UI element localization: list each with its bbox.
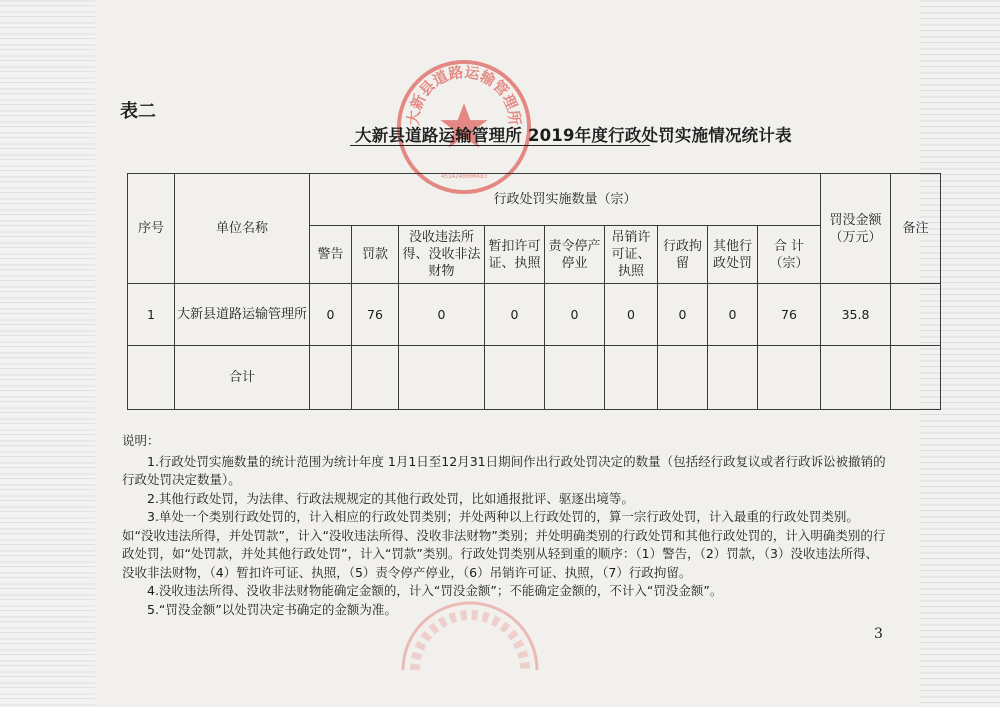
subheader-total-cases: 合 计（宗） <box>758 226 821 284</box>
total-cell <box>708 346 758 410</box>
row-confiscation: 0 <box>399 284 485 346</box>
total-cell <box>758 346 821 410</box>
note-item: 5.“罚没金额”以处罚决定书确定的金额为准。 <box>147 601 397 617</box>
header-fine-amount: 罚没金额（万元） <box>821 174 891 284</box>
title-underline <box>350 145 650 146</box>
note-item: 1.行政处罚实施数量的统计范围为统计年度 1月1日至12月31日期间作出行政处罚决定的数量（包括经行政复议或者行政诉讼被撤销的行政处罚决定数量）。 <box>122 453 886 487</box>
table-label: 表二 <box>120 101 156 122</box>
header-remark: 备注 <box>891 174 941 284</box>
total-cell <box>891 346 941 410</box>
note-item: 4.没收违法所得、没收非法财物能确定金额的，计入“罚没金额”；不能确定金额的，不计入“罚没金额”。 <box>147 583 723 598</box>
notes-label: 说明： <box>122 433 160 448</box>
row-unit-name: 大新县道路运输管理所 <box>175 284 310 346</box>
row-license-suspension: 0 <box>485 284 545 346</box>
header-unit-name: 单位名称 <box>175 174 310 284</box>
subheader-warning: 警告 <box>310 226 352 284</box>
subheader-other-penalty: 其他行政处罚 <box>708 226 758 284</box>
total-cell <box>399 346 485 410</box>
total-cell <box>352 346 399 410</box>
page-number: 3 <box>874 626 883 642</box>
total-cell <box>310 346 352 410</box>
row-warning: 0 <box>310 284 352 346</box>
row-fine-amount: 35.8 <box>821 284 891 346</box>
subheader-detention: 行政拘留 <box>658 226 708 284</box>
row-fine: 76 <box>352 284 399 346</box>
total-cell <box>485 346 545 410</box>
svg-text:4514240000483: 4514240000483 <box>440 174 488 181</box>
row-license-revocation: 0 <box>605 284 658 346</box>
row-remark <box>891 284 941 346</box>
row-total-cases: 76 <box>758 284 821 346</box>
note-item: 3.单处一个类别行政处罚的，计入相应的行政处罚类别；并处两种以上行政处罚的，算一宗行政处罚，计入最重的行政处罚类别。如“没收违法所得，并处罚款”，计入“没收违法所得、没收非法财物”类别；并处明确类别的行政处罚和其他行政处罚的，计入明确类别的行政处罚，如“处罚款，并处其他行政处罚”，计入“罚款”类别。行政处罚类别从轻到重的顺序：（1）警告，（2）罚款，（3）没收违法所得、没收非法财物，（4）暂扣许可证、执照，（5）责令停产停业，（6）吊销许可证、执照，（7）行政拘留。 <box>122 509 886 580</box>
document-title: 大新县道路运输管理所 2019年度行政处罚实施情况统计表 <box>355 126 792 145</box>
header-seq: 序号 <box>128 174 175 284</box>
subheader-license-revocation: 吊销许可证、执照 <box>605 226 658 284</box>
table-row <box>128 284 941 346</box>
total-label: 合计 <box>175 346 310 410</box>
row-other-penalty: 0 <box>708 284 758 346</box>
total-cell <box>658 346 708 410</box>
subheader-production-halt: 责令停产停业 <box>545 226 605 284</box>
subheader-fine: 罚款 <box>352 226 399 284</box>
header-penalty-count-group: 行政处罚实施数量（宗） <box>310 174 821 226</box>
notes-section <box>122 432 887 619</box>
penalty-statistics-table <box>127 173 941 410</box>
total-seq-cell <box>128 346 175 410</box>
row-detention: 0 <box>658 284 708 346</box>
subheader-confiscation: 没收违法所得、没收非法财物 <box>399 226 485 284</box>
subheader-license-suspension: 暂扣许可证、执照 <box>485 226 545 284</box>
note-item: 2.其他行政处罚，为法律、行政法规规定的其他行政处罚，比如通报批评、驱逐出境等。 <box>147 490 634 506</box>
total-cell <box>605 346 658 410</box>
row-seq: 1 <box>128 284 175 346</box>
total-cell <box>545 346 605 410</box>
svg-text:大新县道路运输管理所: 大新县道路运输管理所 <box>405 63 523 126</box>
row-production-halt: 0 <box>545 284 605 346</box>
scan-edge-left <box>0 0 95 707</box>
total-row <box>128 346 941 410</box>
total-cell <box>821 346 891 410</box>
